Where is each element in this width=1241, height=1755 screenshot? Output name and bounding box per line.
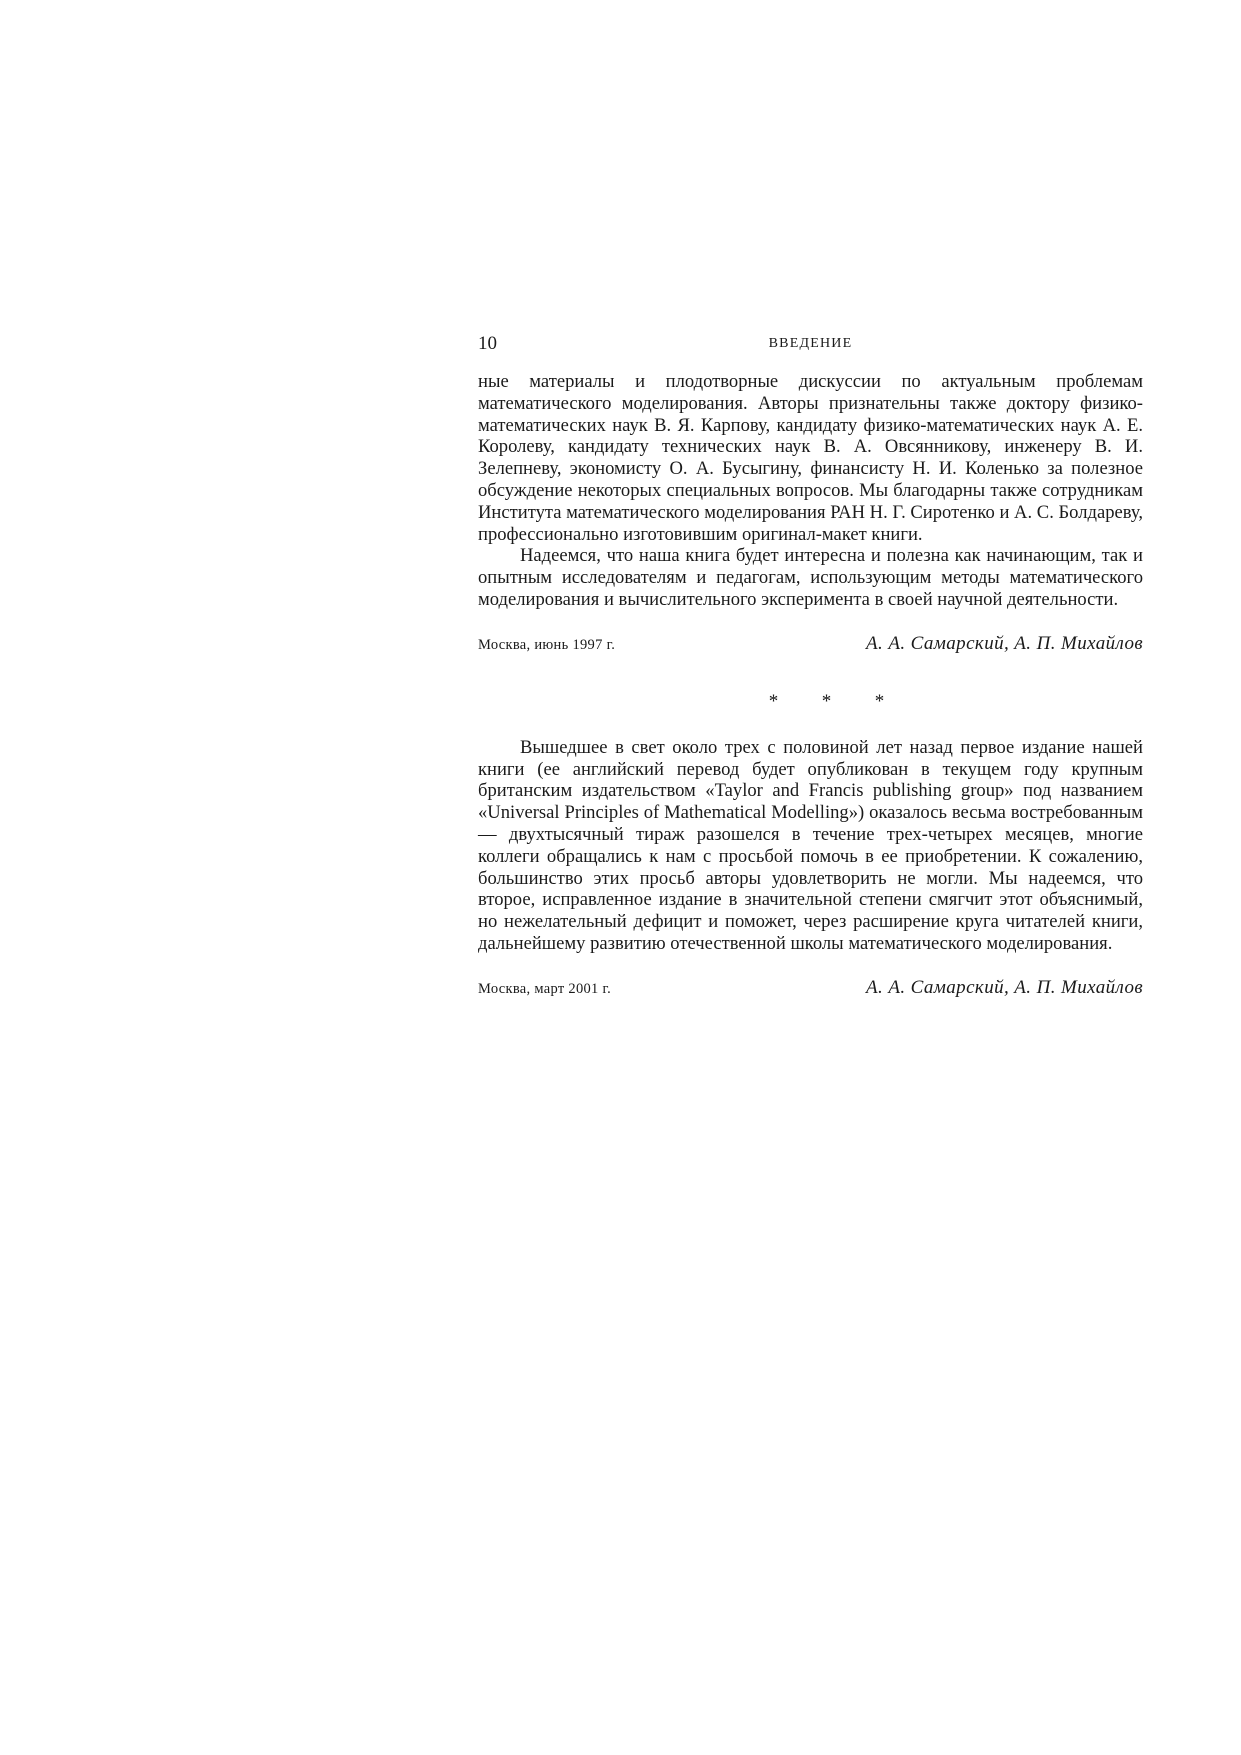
paragraph: Надеемся, что наша книга будет интересна и полезна как начинающим, так и опытным исследователям и педагогам, использующим методы математического моделирования и вычислительного эксперимента в своей научной деятельности. <box>478 545 1143 610</box>
paragraph: ные материалы и плодотворные дискуссии по актуальным проблемам математического моделирования. Авторы признательны также доктору физико-математических наук В. Я. Карпову, кандидату физико-математических наук А. Е. Королеву, кандидату технических наук В. А. Овсянникову, инженеру В. И. Зелепневу, экономисту О. А. Бусыгину, финансисту Н. И. Коленько за полезное обсуждение некоторых специальных вопросов. Мы благодарны также сотрудникам Института математического моделирования РАН Н. Г. Сиротенко и А. С. Болдареву, профессионально изготовившим оригинал-макет книги. <box>478 371 1143 545</box>
asterisk: * <box>768 690 779 712</box>
preface-1997 <box>478 371 1143 611</box>
signature-2001 <box>478 977 1143 999</box>
asterisk: * <box>821 690 832 712</box>
preface-2001 <box>478 737 1143 955</box>
book-page <box>478 330 1143 999</box>
asterisk: * <box>874 690 885 712</box>
paragraph: Вышедшее в свет около трех с половиной лет назад первое издание нашей книги (ее английский перевод будет опубликован в текущем году крупным британским издательством «Taylor and Francis publishing group» под названием «Universal Principles of Mathematical Modelling») оказалось весьма востребованным — двухтысячный тираж разошелся в течение трех-четырех месяцев, многие коллеги обращались к нам с просьбой помочь в ее приобретении. К сожалению, большинство этих просьб авторы удовлетворить не могли. Мы надеемся, что второе, исправленное издание в значительной степени смягчит этот объяснимый, но нежелательный дефицит и поможет, через расширение круга читателей книги, дальнейшему развитию отечественной школы математического моделирования. <box>478 736 1143 954</box>
section-title: ВВЕДЕНИЕ <box>768 336 853 351</box>
running-head <box>478 330 1143 358</box>
page-number: 10 <box>478 333 497 354</box>
signature-place-date: Москва, июнь 1997 г. <box>478 636 616 653</box>
signature-place-date: Москва, март 2001 г. <box>478 980 612 997</box>
signature-1997 <box>478 633 1143 655</box>
signature-authors: А. А. Самарский, А. П. Михайлов <box>866 632 1143 654</box>
signature-authors: А. А. Самарский, А. П. Михайлов <box>866 976 1143 998</box>
section-separator <box>478 691 1143 713</box>
